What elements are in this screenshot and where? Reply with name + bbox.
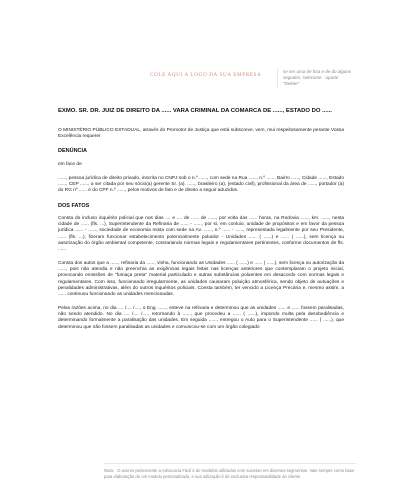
document-body bbox=[58, 108, 344, 331]
footer-note-label: Nota: bbox=[104, 468, 115, 473]
footer-note bbox=[104, 463, 356, 479]
denuncia-title: DENÚNCIA bbox=[58, 148, 88, 155]
delete-tip: se ser uma de hoa e de do alguns segudes, selecione - aparte "Delete" bbox=[277, 69, 353, 87]
fatos-paragraph-3: Pelas razões acima, no dia .... /.... /...., o Eng. ......, esteve na refinaria e determinou que as unidades ...... e ...... fossem paralisadas, não sendo atendido. No dia .... /.... /...., retornando à ......, que procedeu a ...... ( ......), impondo multa pela desobediência e determinando formalmente a paralisação das unidades. Em seguida ......, entregou o Auto para o Superintendente ...... ( ......), que determinou que não fossem paralisadas as unidades e comunicou-se com um órgão colegiado bbox=[58, 305, 344, 330]
company-logo-placeholder: COLE AQUI A LOGO DA SUA EMPRESA bbox=[150, 72, 262, 78]
intro-paragraph: O MINISTÉRIO PÚBLICO ESTADUAL, através do Promotor de Justiça que está subscreve, vem, mui respeitosamente perante Vossa Excelência requerer bbox=[58, 127, 344, 139]
footer-note-text: O acervo pertencente a Advocacia Fácil é de modelos utilizados com sucesso em diversos segmentos. Vale sempre como base para elaboração de um modelo personalizado, e sua utilização é de exclusiva responsabilidade do cliente. bbox=[104, 468, 355, 479]
parties-paragraph: ......, pessoa jurídica de direito privado, inscrita no CNPJ sob o n.º ......, com sede na Rua ......, n.º ......, Bairro ......, Cidade ......, Estado ......, CEP ......, a ser citada por seu sócio(a) gerente Sr. (a). ......, brasileiro (a), (estado civil), profissional da área de ......, portador (a) do RG nº ...... e do CPF n.º ......, pelos motivos de fato e de direito a seguir aduzidos. bbox=[58, 175, 344, 194]
court-heading: EXMO. SR. DR. JUIZ DE DIREITO DA ...... VARA CRIMINAL DA COMARCA DE ......, ESTADO DO ...... bbox=[58, 108, 332, 114]
fatos-paragraph-1: Consta do incluso inquérito policial que nos dias .... e .... de ...... de ......, por volta das ...... horas, na Rodovia ......, km. ......, nesta cidade de ...... (fls. ...), Superintendente da Refinaria de ...... - ......, por si, em conluio, unidade de propósitos e em favor da pessoa jurídica ...... - ......, sociedade de economia mista com sede na Av. ......, n.º ...... - ......, representada legalmente por seu Presidente, ...... (fls. ...), fizeram funcionar estabelecimento potencialmente poluidor - Unidades ...... ( ......) e ...... ( ......), sem licença ou autorização do órgão ambiental competente, contrariando normas legais e regulamentares pertinentes, conforme documentos de fls. ...... bbox=[58, 215, 344, 253]
fatos-paragraph-2: Consta dos autos que a ......, refinaria da ......, vinha, funcionando as Unidades ...... ( ......) e ...... ( ......), sem licença ou autorização da ......, pois não atendia e não preenchia as exigências legais feitas nas licenças anteriores que contemplaram o projeto inicial, provocando emissões de "fumaça preta" material particulado e outras substâncias poluentes em desacordo com normas legais e regulamentares. Com isso, funcionando irregularmente, as unidades causaram poluição atmosférica, sendo objeto de autuações e penalidades administrativas, além do outros inquéritos policiais. Consta também, ter vencido a Licença Precária e, mesmo assim, a ...... continuou funcionando as unidades mencionadas. bbox=[58, 260, 344, 298]
fatos-title: DOS FATOS bbox=[58, 202, 90, 209]
em-face-line: em face de bbox=[58, 162, 82, 168]
